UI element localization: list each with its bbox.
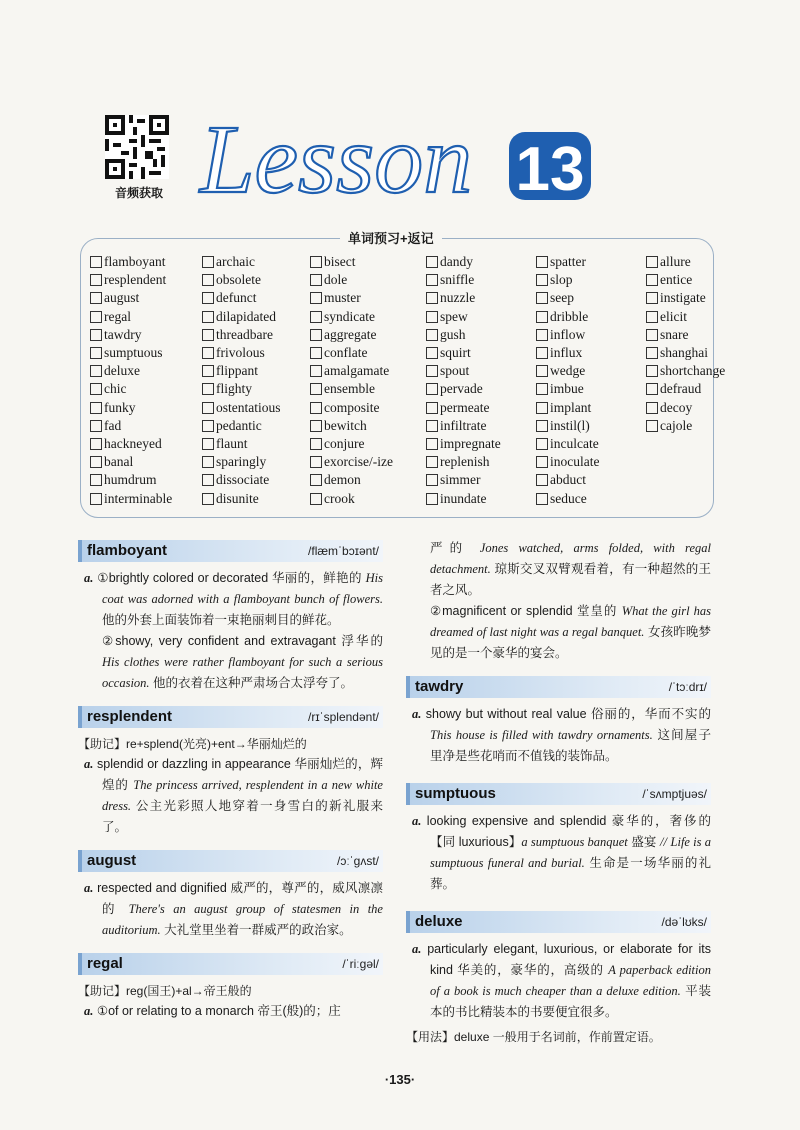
- lesson-title-word: [196, 96, 496, 206]
- word-item[interactable]: exorcise/-ize: [310, 453, 426, 471]
- checkbox-icon[interactable]: [202, 365, 214, 377]
- checkbox-icon[interactable]: [202, 420, 214, 432]
- word-column: [646, 253, 746, 508]
- word-item[interactable]: dissociate: [202, 471, 310, 489]
- word-item[interactable]: impregnate: [426, 435, 536, 453]
- checkbox-icon[interactable]: [426, 274, 438, 286]
- checkbox-icon[interactable]: [536, 329, 548, 341]
- word-item[interactable]: instil(l): [536, 417, 646, 435]
- phonetic: /ˈtɔːdrɪ/: [668, 680, 707, 694]
- checkbox-icon[interactable]: [536, 292, 548, 304]
- word-item[interactable]: influx: [536, 344, 646, 362]
- word-item[interactable]: threadbare: [202, 326, 310, 344]
- word-item[interactable]: chic: [90, 380, 202, 398]
- word-item[interactable]: ostentatious: [202, 399, 310, 417]
- entry-header-resplendent: [78, 706, 383, 728]
- checkbox-icon[interactable]: [646, 311, 658, 323]
- checkbox-icon[interactable]: [202, 438, 214, 450]
- word-item[interactable]: banal: [90, 453, 202, 471]
- entry-header-regal: [78, 953, 383, 975]
- checkbox-icon[interactable]: [202, 474, 214, 486]
- checkbox-icon[interactable]: [426, 383, 438, 395]
- word-item[interactable]: pervade: [426, 380, 536, 398]
- word-item[interactable]: regal: [90, 308, 202, 326]
- word-item[interactable]: instigate: [646, 289, 746, 307]
- word-preview-title: 单词预习+返记: [340, 228, 442, 247]
- entry-header-flamboyant: [78, 540, 383, 562]
- checkbox-icon[interactable]: [90, 274, 102, 286]
- word-item[interactable]: spout: [426, 362, 536, 380]
- phonetic: /ˈsʌmptjuəs/: [642, 787, 707, 801]
- checkbox-icon[interactable]: [426, 311, 438, 323]
- entry-header-tawdry: [406, 676, 711, 698]
- checkbox-icon[interactable]: [426, 365, 438, 377]
- word-item[interactable]: bewitch: [310, 417, 426, 435]
- word-item[interactable]: flamboyant: [90, 253, 202, 271]
- checkbox-icon[interactable]: [202, 456, 214, 468]
- word-item[interactable]: resplendent: [90, 271, 202, 289]
- svg-text:Lesson: Lesson: [200, 106, 473, 206]
- word-item[interactable]: entice: [646, 271, 746, 289]
- word-item[interactable]: august: [90, 289, 202, 307]
- word-column: [426, 253, 536, 508]
- checkbox-icon[interactable]: [202, 256, 214, 268]
- word-item[interactable]: sparingly: [202, 453, 310, 471]
- word-item[interactable]: sniffle: [426, 271, 536, 289]
- word-item[interactable]: inculcate: [536, 435, 646, 453]
- checkbox-icon[interactable]: [426, 456, 438, 468]
- entry-header-deluxe: [406, 911, 711, 933]
- qr-code-icon[interactable]: [105, 115, 169, 179]
- checkbox-icon[interactable]: [646, 347, 658, 359]
- word-item[interactable]: defunct: [202, 289, 310, 307]
- checkbox-icon[interactable]: [536, 347, 548, 359]
- checkbox-icon[interactable]: [646, 292, 658, 304]
- phonetic: /dəˈlʊks/: [661, 915, 707, 929]
- phonetic: /rɪˈsplendənt/: [308, 710, 379, 724]
- word-item[interactable]: replenish: [426, 453, 536, 471]
- checkbox-icon[interactable]: [536, 256, 548, 268]
- word-column: [90, 253, 202, 508]
- word-item[interactable]: composite: [310, 399, 426, 417]
- checkbox-icon[interactable]: [646, 365, 658, 377]
- checkbox-icon[interactable]: [202, 329, 214, 341]
- word-item[interactable]: inoculate: [536, 453, 646, 471]
- word-item[interactable]: spatter: [536, 253, 646, 271]
- word-item[interactable]: defraud: [646, 380, 746, 398]
- word-item[interactable]: simmer: [426, 471, 536, 489]
- word-item[interactable]: ensemble: [310, 380, 426, 398]
- word-item[interactable]: nuzzle: [426, 289, 536, 307]
- usage-note: 【用法】deluxe 一般用于名词前，作前置定语。: [406, 1030, 661, 1044]
- checkbox-icon[interactable]: [426, 329, 438, 341]
- phonetic: /flæmˈbɔɪənt/: [308, 544, 379, 558]
- checkbox-icon[interactable]: [426, 347, 438, 359]
- word-item[interactable]: flippant: [202, 362, 310, 380]
- word-item[interactable]: frivolous: [202, 344, 310, 362]
- word-item[interactable]: wedge: [536, 362, 646, 380]
- word-item[interactable]: abduct: [536, 471, 646, 489]
- checkbox-icon[interactable]: [536, 474, 548, 486]
- checkbox-icon[interactable]: [426, 256, 438, 268]
- checkbox-icon[interactable]: [426, 292, 438, 304]
- headword: deluxe: [415, 913, 463, 930]
- word-column: [536, 253, 646, 508]
- checkbox-icon[interactable]: [426, 493, 438, 505]
- word-item[interactable]: amalgamate: [310, 362, 426, 380]
- checkbox-icon[interactable]: [646, 402, 658, 414]
- word-item[interactable]: conflate: [310, 344, 426, 362]
- word-item[interactable]: infiltrate: [426, 417, 536, 435]
- word-item[interactable]: flighty: [202, 380, 310, 398]
- checkbox-icon[interactable]: [646, 274, 658, 286]
- word-item[interactable]: demon: [310, 471, 426, 489]
- sense: a. ①brightly colored or decorated 华丽的，鲜艳的 His coat was adorned with a flamboyant bunch of flowers. 他的外套上面装饰着一束艳丽刺目的鲜花。: [84, 571, 383, 627]
- word-item[interactable]: dole: [310, 271, 426, 289]
- checkbox-icon[interactable]: [310, 474, 322, 486]
- word-item[interactable]: cajole: [646, 417, 746, 435]
- headword: sumptuous: [415, 785, 496, 802]
- word-item[interactable]: allure: [646, 253, 746, 271]
- checkbox-icon[interactable]: [536, 365, 548, 377]
- headword: resplendent: [87, 708, 173, 725]
- checkbox-icon[interactable]: [202, 383, 214, 395]
- word-item[interactable]: humdrum: [90, 471, 202, 489]
- checkbox-icon[interactable]: [310, 493, 322, 505]
- word-item[interactable]: pedantic: [202, 417, 310, 435]
- mnemonic: 【助记】re+splend(光亮)+ent→华丽灿烂的: [78, 737, 307, 751]
- word-item[interactable]: interminable: [90, 489, 202, 507]
- checkbox-icon[interactable]: [536, 311, 548, 323]
- sense: ②showy, very confident and extravagant 浮华的 His clothes were rather flamboyant for such a serious occasion. 他的衣着在这种严肃场合太浮夸了。: [102, 634, 383, 690]
- checkbox-icon[interactable]: [310, 347, 322, 359]
- checkbox-icon[interactable]: [426, 420, 438, 432]
- checkbox-icon[interactable]: [536, 274, 548, 286]
- checkbox-icon[interactable]: [536, 402, 548, 414]
- mnemonic: 【助记】reg(国王)+al→帝王般的: [78, 984, 252, 998]
- checkbox-icon[interactable]: [536, 383, 548, 395]
- checkbox-icon[interactable]: [90, 347, 102, 359]
- checkbox-icon[interactable]: [646, 420, 658, 432]
- checkbox-icon[interactable]: [310, 365, 322, 377]
- checkbox-icon[interactable]: [426, 438, 438, 450]
- word-item[interactable]: tawdry: [90, 326, 202, 344]
- word-item[interactable]: shortchange: [646, 362, 746, 380]
- word-item[interactable]: implant: [536, 399, 646, 417]
- word-item[interactable]: syndicate: [310, 308, 426, 326]
- headword: tawdry: [415, 678, 464, 695]
- word-item[interactable]: dribble: [536, 308, 646, 326]
- checkbox-icon[interactable]: [90, 383, 102, 395]
- word-item[interactable]: seduce: [536, 489, 646, 507]
- checkbox-icon[interactable]: [202, 493, 214, 505]
- checkbox-icon[interactable]: [536, 456, 548, 468]
- page-number: ·135·: [384, 1072, 416, 1087]
- checkbox-icon[interactable]: [310, 402, 322, 414]
- word-item[interactable]: disunite: [202, 489, 310, 507]
- checkbox-icon[interactable]: [90, 365, 102, 377]
- checkbox-icon[interactable]: [426, 402, 438, 414]
- qr-label: 音频获取: [114, 186, 163, 200]
- svg-text:13: 13: [515, 135, 585, 202]
- checkbox-icon[interactable]: [90, 493, 102, 505]
- checkbox-icon[interactable]: [310, 438, 322, 450]
- word-item[interactable]: decoy: [646, 399, 746, 417]
- word-item[interactable]: seep: [536, 289, 646, 307]
- sense: a. ①of or relating to a monarch 帝王(般)的；庄: [84, 1004, 341, 1018]
- word-item[interactable]: snare: [646, 326, 746, 344]
- entries-right-column: [406, 538, 711, 1047]
- checkbox-icon[interactable]: [646, 256, 658, 268]
- word-item[interactable]: muster: [310, 289, 426, 307]
- checkbox-icon[interactable]: [90, 438, 102, 450]
- checkbox-icon[interactable]: [90, 292, 102, 304]
- phonetic: /ˈriːɡəl/: [342, 957, 379, 971]
- checkbox-icon[interactable]: [310, 456, 322, 468]
- entries-left-column: [78, 540, 383, 1022]
- word-item[interactable]: dilapidated: [202, 308, 310, 326]
- entry-header-august: [78, 850, 383, 872]
- sense: a. particularly elegant, luxurious, or elaborate for its kind 华美的，豪华的，高级的 A paperback edition of a book is much cheaper than a deluxe edition. 平装本的书比精装本的书要便宜很多。: [412, 942, 712, 1019]
- checkbox-icon[interactable]: [90, 402, 102, 414]
- word-column: [310, 253, 426, 508]
- sense: a. looking expensive and splendid 豪华的，奢侈的 【同 luxurious】a sumptuous banquet 盛宴 // Life is a sumptuous funeral and burial. 生命是一场华丽的礼葬。: [412, 814, 711, 891]
- word-item[interactable]: imbue: [536, 380, 646, 398]
- word-item[interactable]: dandy: [426, 253, 536, 271]
- word-item[interactable]: aggregate: [310, 326, 426, 344]
- sense: a. splendid or dazzling in appearance 华丽灿烂的，辉煌的 The princess arrived, resplendent in a new white dress. 公主光彩照人地穿着一身雪白的新礼服来了。: [84, 757, 383, 834]
- headword: flamboyant: [87, 542, 168, 559]
- word-item[interactable]: inflow: [536, 326, 646, 344]
- word-item[interactable]: squirt: [426, 344, 536, 362]
- word-preview-grid: [90, 253, 746, 508]
- word-item[interactable]: conjure: [310, 435, 426, 453]
- checkbox-icon[interactable]: [646, 329, 658, 341]
- checkbox-icon[interactable]: [90, 311, 102, 323]
- word-item[interactable]: gush: [426, 326, 536, 344]
- checkbox-icon[interactable]: [310, 274, 322, 286]
- word-item[interactable]: bisect: [310, 253, 426, 271]
- checkbox-icon[interactable]: [536, 438, 548, 450]
- checkbox-icon[interactable]: [90, 420, 102, 432]
- checkbox-icon[interactable]: [536, 420, 548, 432]
- checkbox-icon[interactable]: [202, 402, 214, 414]
- checkbox-icon[interactable]: [90, 474, 102, 486]
- checkbox-icon[interactable]: [310, 420, 322, 432]
- headword: august: [87, 852, 137, 869]
- checkbox-icon[interactable]: [310, 383, 322, 395]
- word-item[interactable]: funky: [90, 399, 202, 417]
- checkbox-icon[interactable]: [202, 311, 214, 323]
- word-item[interactable]: deluxe: [90, 362, 202, 380]
- headword: regal: [87, 955, 123, 972]
- checkbox-icon[interactable]: [536, 493, 548, 505]
- word-column: [202, 253, 310, 508]
- phonetic: /ɔːˈɡʌst/: [336, 854, 379, 868]
- entry-header-sumptuous: [406, 783, 711, 805]
- checkbox-icon[interactable]: [310, 256, 322, 268]
- sense-continued: 严的 Jones watched, arms folded, with regal detachment. 琼斯交叉双臂观看着，有一种超然的王者之风。: [430, 541, 711, 597]
- checkbox-icon[interactable]: [426, 474, 438, 486]
- checkbox-icon[interactable]: [310, 329, 322, 341]
- checkbox-icon[interactable]: [202, 292, 214, 304]
- word-item[interactable]: shanghai: [646, 344, 746, 362]
- word-item[interactable]: archaic: [202, 253, 310, 271]
- checkbox-icon[interactable]: [90, 256, 102, 268]
- word-item[interactable]: hackneyed: [90, 435, 202, 453]
- lesson-number-badge: [505, 130, 595, 202]
- checkbox-icon[interactable]: [310, 311, 322, 323]
- word-item[interactable]: slop: [536, 271, 646, 289]
- word-item[interactable]: spew: [426, 308, 536, 326]
- sense: a. showy but without real value 俗丽的，华而不实的 This house is filled with tawdry ornaments. 这间屋子里净是些花哨而不值钱的装饰品。: [412, 707, 711, 763]
- checkbox-icon[interactable]: [202, 274, 214, 286]
- sense: ②magnificent or splendid 堂皇的 What the girl has dreamed of last night was a regal banquet. 女孩昨晚梦见的是一个豪华的宴会。: [430, 604, 711, 660]
- checkbox-icon[interactable]: [202, 347, 214, 359]
- word-item[interactable]: flaunt: [202, 435, 310, 453]
- word-item[interactable]: permeate: [426, 399, 536, 417]
- checkbox-icon[interactable]: [646, 383, 658, 395]
- sense: a. respected and dignified 威严的，尊严的，威风凛凛的 There's an august group of statesmen in the auditorium. 大礼堂里坐着一群威严的政治家。: [84, 881, 383, 937]
- checkbox-icon[interactable]: [90, 329, 102, 341]
- word-item[interactable]: sumptuous: [90, 344, 202, 362]
- word-item[interactable]: obsolete: [202, 271, 310, 289]
- word-item[interactable]: elicit: [646, 308, 746, 326]
- checkbox-icon[interactable]: [310, 292, 322, 304]
- checkbox-icon[interactable]: [90, 456, 102, 468]
- word-item[interactable]: crook: [310, 489, 426, 507]
- word-item[interactable]: inundate: [426, 489, 536, 507]
- word-item[interactable]: fad: [90, 417, 202, 435]
